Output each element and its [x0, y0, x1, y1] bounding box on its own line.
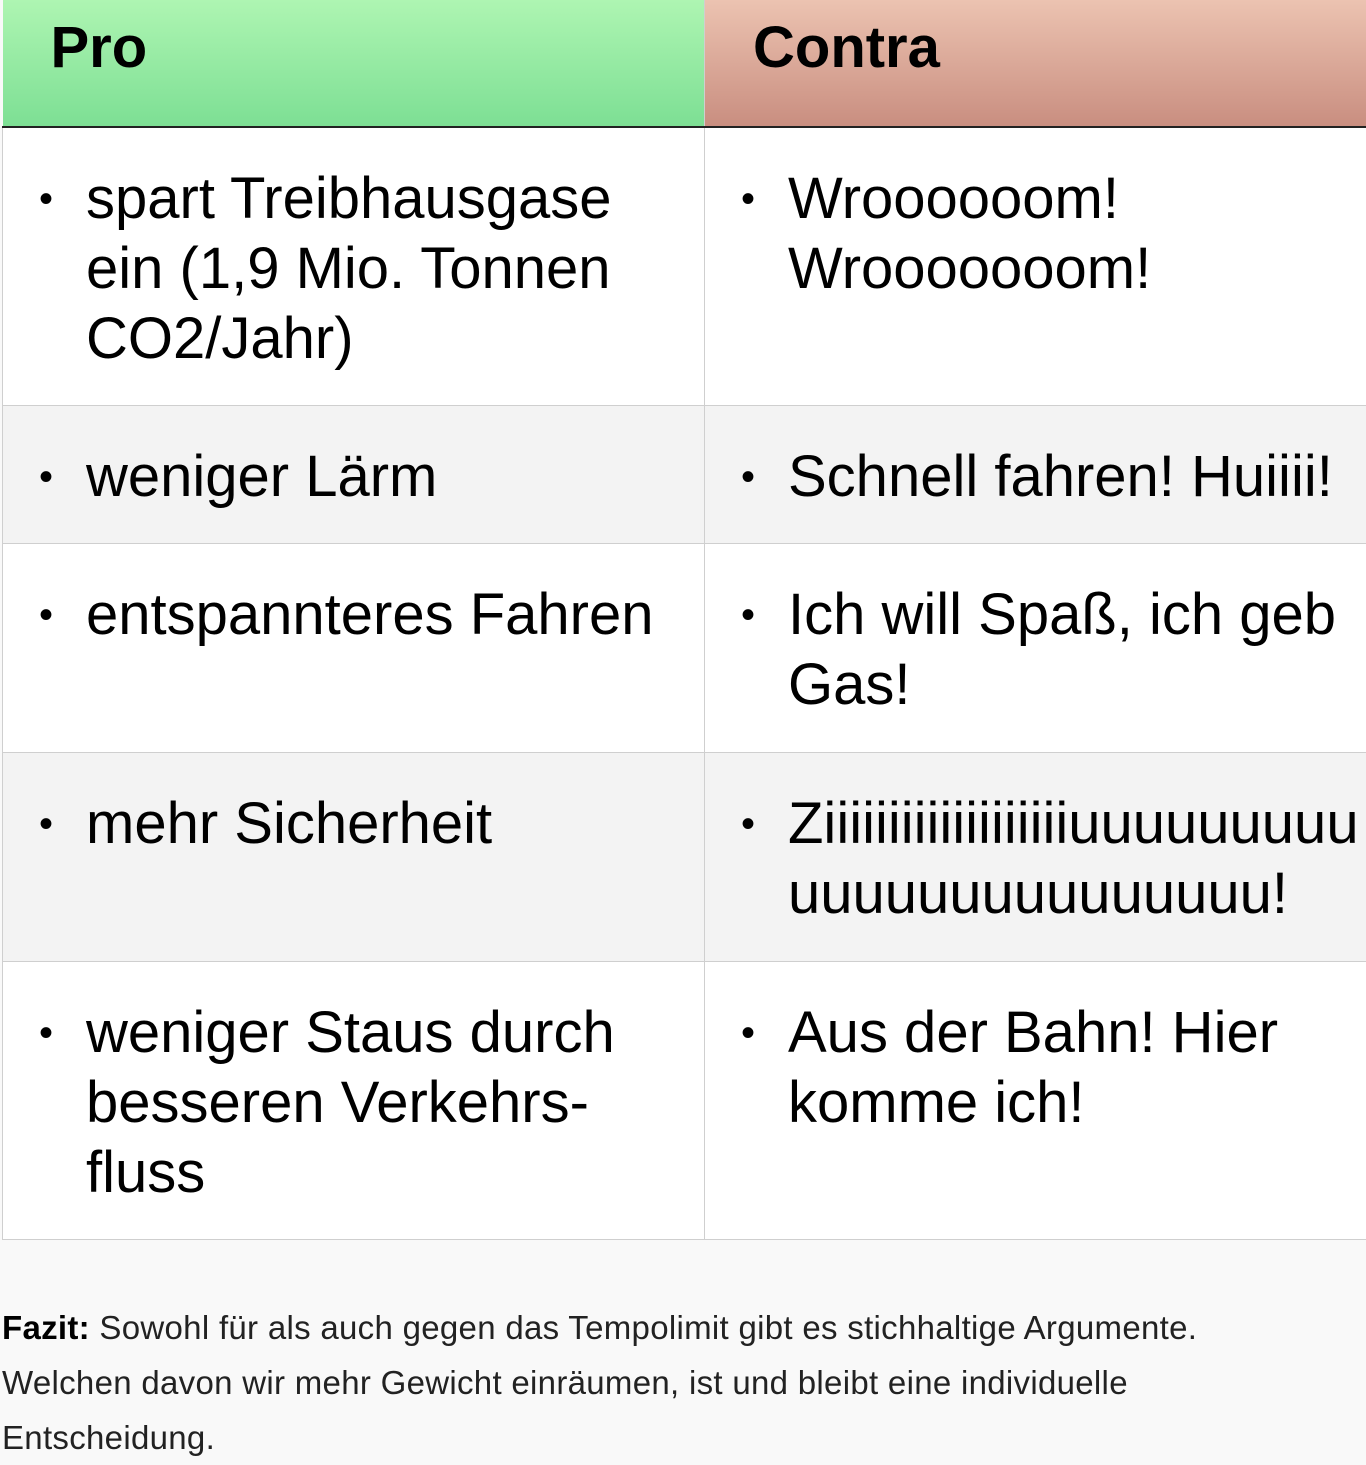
pro-contra-table-wrapper	[2, 0, 1366, 1240]
conclusion-line: Entscheidung.	[2, 1410, 1342, 1465]
contra-text-line: Wroooooom!	[788, 164, 1356, 234]
contra-cell	[705, 962, 1366, 1240]
contra-text-line: Gas!	[788, 650, 1356, 720]
contra-list-item	[705, 406, 1366, 512]
pro-text-line: CO2/Jahr)	[86, 304, 694, 374]
pro-list-item	[3, 544, 704, 650]
pro-text-line: weniger Lärm	[86, 442, 694, 512]
contra-text-line: komme ich!	[788, 1068, 1356, 1138]
contra-text-line: Ich will Spaß, ich geb	[788, 580, 1356, 650]
header-row	[3, 0, 1366, 127]
bullet-icon: •	[741, 998, 755, 1068]
bullet-icon: •	[741, 164, 755, 234]
conclusion-text: Sowohl für als auch gegen das Tempolimit gibt es stichhaltige Argumente.	[90, 1309, 1197, 1346]
contra-list-item	[705, 128, 1366, 304]
pro-list-item	[3, 406, 704, 512]
table-row	[3, 406, 1366, 544]
contra-header-label: Contra	[705, 0, 1366, 81]
contra-cell	[705, 753, 1366, 962]
pro-contra-table	[2, 0, 1366, 1240]
contra-text-line: Ziiiiiiiiiiiiiiiiiiiuuuuuuuuu	[788, 789, 1356, 859]
pro-text-line: mehr Sicherheit	[86, 789, 694, 859]
pro-cell	[3, 753, 705, 962]
bullet-icon: •	[39, 580, 53, 650]
table-row	[3, 127, 1366, 406]
conclusion-line	[2, 1300, 1342, 1355]
pro-text-line: entspannteres Fahren	[86, 580, 694, 650]
contra-text-line: Aus der Bahn! Hier	[788, 998, 1356, 1068]
bullet-icon: •	[39, 789, 53, 859]
pro-text-line: ein (1,9 Mio. Tonnen	[86, 234, 694, 304]
bullet-icon: •	[741, 789, 755, 859]
contra-cell	[705, 406, 1366, 544]
bullet-icon: •	[741, 580, 755, 650]
table-row	[3, 544, 1366, 753]
pro-header-label: Pro	[3, 0, 705, 81]
bullet-icon: •	[741, 442, 755, 512]
pro-header	[3, 0, 705, 127]
table-row	[3, 962, 1366, 1240]
bullet-icon: •	[39, 164, 53, 234]
conclusion-line: Welchen davon wir mehr Gewicht einräumen, ist und bleibt eine individuelle	[2, 1355, 1342, 1410]
pro-cell	[3, 544, 705, 753]
pro-cell	[3, 406, 705, 544]
pro-cell	[3, 962, 705, 1240]
contra-list-item	[705, 962, 1366, 1138]
bullet-icon: •	[39, 442, 53, 512]
contra-header	[705, 0, 1366, 127]
contra-text-line: uuuuuuuuuuuuuuu!	[788, 859, 1356, 929]
pro-text-line: spart Treibhausgase	[86, 164, 694, 234]
bullet-icon: •	[39, 998, 53, 1068]
contra-cell	[705, 544, 1366, 753]
contra-cell	[705, 127, 1366, 406]
contra-text-line: Wrooooooom!	[788, 234, 1356, 304]
pro-text-line: fluss	[86, 1138, 694, 1208]
pro-list-item	[3, 962, 704, 1208]
table-row	[3, 753, 1366, 962]
pro-list-item	[3, 753, 704, 859]
contra-list-item	[705, 753, 1366, 929]
conclusion-label: Fazit:	[2, 1309, 90, 1346]
pro-cell	[3, 127, 705, 406]
pro-text-line: weniger Staus durch	[86, 998, 694, 1068]
conclusion-paragraph	[2, 1300, 1342, 1465]
contra-list-item	[705, 544, 1366, 720]
pro-list-item	[3, 128, 704, 374]
pro-text-line: besseren Verkehrs-	[86, 1068, 694, 1138]
contra-text-line: Schnell fahren! Huiiii!	[788, 442, 1356, 512]
